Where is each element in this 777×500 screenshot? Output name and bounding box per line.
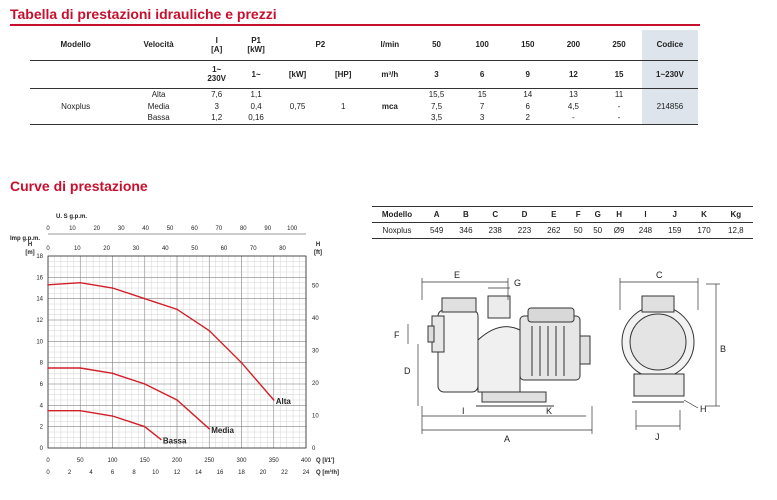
- x-tick-m3h: 6: [110, 470, 115, 476]
- x-tick-usgpm: 70: [215, 226, 223, 232]
- x-tick-m3h: 22: [281, 470, 288, 476]
- curve-point-media: [144, 383, 146, 385]
- perf-header-100: 100: [475, 40, 489, 50]
- dim-header-j: J: [660, 207, 689, 223]
- x-axis-label-impgpm: Imp g.p.m.: [10, 236, 40, 242]
- dim-kg: 12,8: [719, 223, 753, 239]
- dim-header-e: E: [539, 207, 568, 223]
- y-tick-label: 18: [36, 254, 43, 260]
- perf-header-200: 200: [566, 40, 581, 50]
- drawing-label-b: B: [720, 344, 727, 354]
- y-tick-label: 8: [39, 360, 43, 367]
- dim-e: 262: [539, 223, 568, 239]
- x-tick-impgpm: 80: [279, 246, 286, 252]
- perf-header-250: 250: [612, 40, 626, 50]
- perf-flow-50-bassa: 3,5: [430, 113, 443, 123]
- curve-point-media: [112, 373, 114, 375]
- perf-sub-3: 3: [434, 69, 439, 79]
- x-tick-usgpm: 20: [93, 226, 101, 232]
- perf-sub-voltage: 1~ 230V: [207, 65, 227, 83]
- perf-header-p2: P2: [315, 40, 326, 50]
- x-tick-lmin: 250: [204, 458, 215, 464]
- x-tick-usgpm: 40: [142, 226, 149, 232]
- x-tick-usgpm: 90: [264, 226, 272, 232]
- perf-flow-250-media: -: [617, 101, 621, 111]
- y-tick-label: 14: [36, 296, 43, 303]
- curve-point-alta: [273, 399, 275, 401]
- curve-point-bassa: [112, 415, 114, 417]
- drawing-label-d: D: [404, 366, 411, 376]
- curve-label-media: Media: [211, 425, 234, 435]
- drawing-label-e: E: [454, 270, 461, 280]
- x-tick-lmin: 200: [171, 458, 183, 464]
- curve-bassa: [48, 411, 161, 440]
- curve-point-media: [208, 428, 210, 430]
- dim-j: 159: [660, 223, 689, 239]
- y-tick-label: 6: [39, 382, 43, 388]
- perf-flow-150-bassa: 2: [525, 113, 530, 123]
- x-axis-label-usgpm: U. S g.p.m.: [56, 214, 88, 220]
- perf-flow-200-bassa: -: [572, 113, 575, 123]
- perf-sub-9: 9: [525, 69, 530, 79]
- y-axis-label: H: [27, 242, 33, 248]
- perf-flow-250-bassa: -: [617, 113, 621, 123]
- x-tick-impgpm: 40: [161, 246, 169, 252]
- dim-header-d: D: [510, 207, 539, 223]
- perf-sub-12: 12: [568, 69, 578, 79]
- curve-media: [48, 368, 209, 429]
- curve-point-bassa: [47, 410, 49, 412]
- dim-i: 248: [631, 223, 660, 239]
- perf-flow-100-bassa: 3: [479, 113, 485, 123]
- drawing-label-c: C: [656, 270, 663, 280]
- x-tick-impgpm: 50: [191, 246, 198, 252]
- perf-flow-50-media: 7,5: [430, 101, 443, 111]
- x-tick-usgpm: 100: [287, 226, 298, 232]
- y2-tick-label: 50: [312, 283, 319, 290]
- perf-header-velocita: Velocità: [143, 40, 174, 50]
- x-tick-lmin: 300: [236, 458, 247, 464]
- perf-current-media: 3: [214, 101, 219, 111]
- x-tick-m3h: 18: [238, 470, 245, 476]
- curve-point-bassa: [79, 410, 81, 412]
- x-axis-label-m3h: Q [m³/h]: [316, 470, 339, 476]
- drawing-label-a: A: [504, 434, 511, 444]
- y2-tick-label: 10: [312, 413, 319, 420]
- dim-header-modello: Modello: [372, 207, 422, 223]
- dimension-table: [372, 206, 753, 239]
- dim-header-b: B: [451, 207, 480, 223]
- perf-sub-hp: [HP]: [334, 69, 352, 79]
- perf-flow-200-alta: 13: [568, 89, 578, 99]
- x-tick-impgpm: 0: [46, 246, 50, 252]
- x-tick-lmin: 150: [139, 458, 150, 464]
- dim-c: 238: [481, 223, 510, 239]
- perf-sub-voltage-code: 1~230V: [642, 60, 698, 88]
- x-tick-usgpm: 10: [69, 226, 76, 232]
- perf-header-p1: P1 [kW]: [247, 35, 265, 54]
- dim-header-i: I: [631, 207, 660, 223]
- curve-point-alta: [47, 284, 49, 286]
- x-axis-label-lmin: Q [l/1']: [316, 458, 335, 464]
- dim-header-kg: Kg: [719, 207, 753, 223]
- x-tick-usgpm: 0: [46, 226, 50, 232]
- y-tick-label: 12: [36, 318, 43, 324]
- perf-sub-p1: 1~: [251, 69, 261, 79]
- y2-axis-unit: [ft]: [314, 250, 322, 256]
- perf-sub-15: 15: [614, 69, 624, 79]
- perf-header-50: 50: [432, 40, 441, 50]
- perf-sub-6: 6: [479, 69, 485, 79]
- pump-side-view: [428, 296, 590, 406]
- dim-header-k: K: [689, 207, 718, 223]
- section-title-curve: Curve di prestazione: [10, 178, 148, 194]
- perf-current-alta: 7,6: [211, 89, 223, 99]
- perf-p1-bassa: 0,16: [248, 113, 264, 123]
- dim-h: Ø9: [607, 223, 630, 239]
- dim-header-c: C: [481, 207, 510, 223]
- perf-current-bassa: 1,2: [211, 113, 223, 123]
- perf-speed-bassa: Bassa: [147, 113, 170, 123]
- x-tick-m3h: 24: [302, 470, 310, 476]
- dim-header-g: G: [588, 207, 608, 223]
- perf-flow-150-media: 6: [525, 101, 530, 111]
- y-tick-label: 2: [39, 424, 43, 431]
- perf-header-lmin: l/min: [380, 40, 400, 50]
- curve-point-alta: [176, 309, 178, 311]
- x-tick-impgpm: 30: [132, 246, 140, 252]
- perf-codice: 214856: [642, 88, 698, 124]
- title-rule: [10, 24, 700, 26]
- drawing-label-j: J: [655, 432, 660, 442]
- curve-point-media: [79, 367, 81, 369]
- perf-header-150: 150: [521, 40, 535, 50]
- x-tick-impgpm: 60: [220, 246, 228, 252]
- x-tick-impgpm: 70: [249, 246, 257, 252]
- perf-p2-kw: 0,75: [289, 101, 306, 111]
- x-tick-lmin: 50: [76, 458, 84, 464]
- x-tick-m3h: 2: [67, 470, 72, 476]
- dim-k: 170: [689, 223, 718, 239]
- performance-table: [30, 30, 698, 125]
- y2-tick-label: 0: [312, 446, 316, 452]
- perf-sub-m3h: m³/h: [381, 69, 399, 79]
- perf-speed-alta: Alta: [151, 89, 166, 99]
- perf-sub-kw: [kW]: [288, 69, 307, 79]
- dim-f: 50: [568, 223, 588, 239]
- drawing-label-h: H: [700, 404, 707, 414]
- dim-header-h: H: [607, 207, 630, 223]
- drawing-label-g: G: [514, 278, 522, 288]
- curve-label-alta: Alta: [275, 397, 291, 406]
- x-tick-usgpm: 80: [239, 226, 247, 232]
- y-tick-label: 4: [39, 403, 43, 410]
- x-tick-m3h: 8: [132, 470, 136, 476]
- dim-a: 549: [422, 223, 451, 239]
- y-axis-unit: [m]: [25, 250, 35, 256]
- y-tick-label: 0: [39, 446, 43, 452]
- dim-b: 346: [451, 223, 480, 239]
- x-tick-m3h: 20: [259, 470, 267, 476]
- curve-point-alta: [208, 330, 210, 332]
- curve-point-media: [176, 399, 178, 401]
- drawing-label-i: I: [462, 406, 465, 416]
- y2-tick-label: 20: [312, 380, 319, 387]
- x-tick-m3h: 12: [173, 470, 181, 476]
- section-title-prestazioni: Tabella di prestazioni idrauliche e prezzi: [10, 6, 277, 22]
- perf-speed-media: Media: [147, 101, 170, 111]
- dim-header-f: F: [568, 207, 588, 223]
- perf-modello: Noxplus: [61, 101, 91, 111]
- perf-p2-hp: 1: [340, 101, 346, 111]
- x-tick-lmin: 350: [268, 458, 279, 464]
- dim-g: 50: [588, 223, 608, 239]
- x-tick-m3h: 4: [89, 470, 93, 476]
- curve-point-alta: [144, 298, 146, 300]
- dim-modello: Noxplus: [372, 223, 422, 239]
- y2-axis-label: H: [315, 242, 321, 248]
- perf-header-current: I [A]: [211, 35, 223, 54]
- perf-flow-100-alta: 15: [477, 89, 487, 99]
- curve-point-bassa: [160, 439, 162, 441]
- pump-dimension-drawing: [380, 260, 775, 450]
- x-tick-lmin: 400: [300, 458, 312, 464]
- y-tick-label: 10: [36, 339, 43, 346]
- curve-point-media: [47, 367, 49, 369]
- x-tick-m3h: 14: [195, 470, 202, 476]
- perf-header-codice: Codice: [642, 30, 698, 60]
- x-tick-usgpm: 50: [166, 226, 174, 232]
- y2-tick-label: 30: [312, 348, 319, 355]
- x-tick-usgpm: 60: [191, 226, 198, 232]
- perf-flow-200-media: 4,5: [567, 101, 579, 111]
- curve-point-alta: [79, 282, 81, 284]
- perf-unit: mca: [381, 101, 398, 111]
- curve-point-alta: [112, 287, 114, 289]
- performance-curve-chart: [0, 208, 339, 500]
- perf-header-modello: Modello: [60, 40, 91, 50]
- x-tick-m3h: 16: [216, 470, 224, 476]
- dim-d: 223: [510, 223, 539, 239]
- x-tick-m3h: 0: [46, 470, 50, 476]
- x-tick-usgpm: 30: [117, 226, 125, 232]
- perf-p1-alta: 1,1: [250, 89, 262, 99]
- x-tick-lmin: 0: [46, 458, 50, 464]
- y-tick-label: 16: [36, 275, 43, 282]
- perf-flow-250-alta: 11: [614, 89, 624, 99]
- dim-header-a: A: [422, 207, 451, 223]
- x-tick-impgpm: 10: [73, 246, 81, 252]
- curve-point-alta: [241, 362, 243, 364]
- x-tick-impgpm: 20: [103, 246, 110, 252]
- pump-front-view: [622, 296, 694, 402]
- perf-flow-150-alta: 14: [523, 89, 533, 99]
- x-tick-m3h: 10: [152, 470, 159, 476]
- drawing-label-f: F: [394, 330, 400, 340]
- perf-flow-50-alta: 15,5: [428, 89, 445, 99]
- curve-label-bassa: Bassa: [162, 436, 187, 446]
- y2-tick-label: 40: [312, 315, 319, 322]
- perf-p1-media: 0,4: [250, 101, 262, 111]
- perf-flow-100-media: 7: [479, 101, 485, 111]
- x-tick-lmin: 100: [107, 458, 118, 464]
- drawing-label-k: K: [546, 406, 553, 416]
- curve-point-bassa: [144, 426, 146, 428]
